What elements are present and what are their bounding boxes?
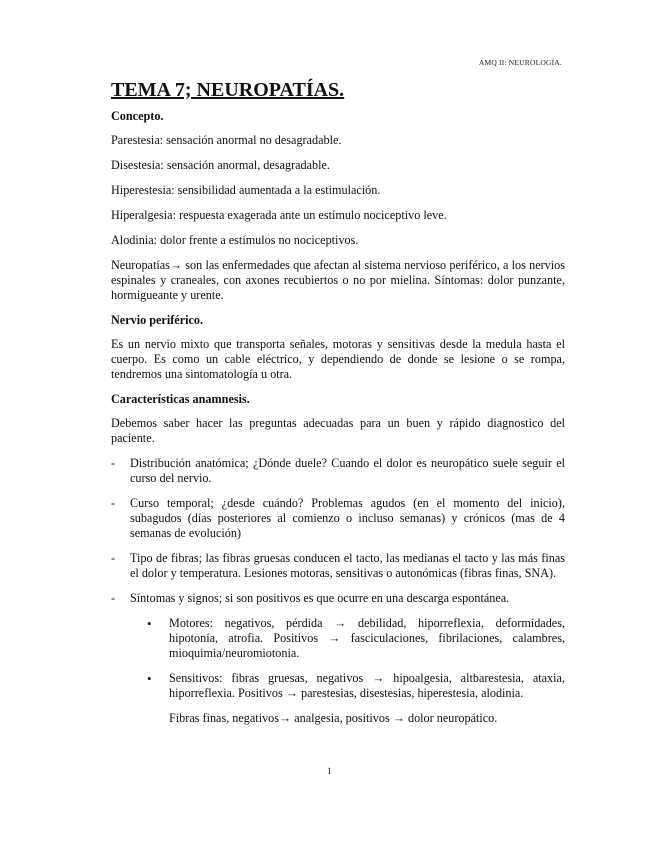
list-item: - Curso temporal; ¿desde cuándo? Problemas agudos (en el momento del inicio), subagudos (días posteriores al comienzo o incluso semanas) y crónicos (mas de 4 semanas de evolución) xyxy=(111,496,565,541)
list-item: - Tipo de fibras; las fibras gruesas conducen el tacto, las medianas el tacto y las más finas el dolor y temperatura. Lesiones motoras, sensitivas o autonómicas (fibras finas, SNA). xyxy=(111,551,565,581)
symptoms-bullet-list xyxy=(111,616,565,701)
bullet-item-motores: • Motores: negativos, pérdida → debilidad, hiporreflexia, deformidades, hipotonía, atrofia. Positivos → fasciculaciones, fibrilaciones, calambres, mioquimia/neuromiotonia. xyxy=(169,616,565,661)
page-number: 1 xyxy=(327,766,332,776)
anamnesis-intro: Debemos saber hacer las preguntas adecuadas para un buen y rápido diagnostico del paciente. xyxy=(111,416,565,445)
section-heading-anamnesis: Características anamnesis. xyxy=(111,392,250,406)
section-heading-nervio: Nervio periférico. xyxy=(111,313,204,327)
definition-hiperestesia: Hiperestesia: sensibilidad aumentada a la estimulación. xyxy=(111,183,381,197)
definition-hiperalgesia: Hiperalgesia: respuesta exagerada ante un estímulo nociceptivo leve. xyxy=(111,208,447,222)
nervio-paragraph: Es un nervio mixto que transporta señales, motoras y sensitivas desde la medula hasta el cuerpo. Es como un cable eléctrico, y dependiendo de donde se lesione o se rompa, tendremos una sintomatología u otra. xyxy=(111,337,565,381)
section-heading-concepto: Concepto. xyxy=(111,109,164,123)
page-content xyxy=(111,78,565,736)
definition-alodinia: Alodinia: dolor frente a estímulos no nociceptivos. xyxy=(111,233,359,247)
list-item: - Síntomas y signos; si son positivos es que ocurre en una descarga espontánea. xyxy=(111,591,565,606)
bullet-item-sensitivos: • Sensitivos: fibras gruesas, negativos → hipoalgesia, altbarestesia, ataxia, hiporreflexia. Positivos → parestesias, disestesias, hiperestesia, alodinia. xyxy=(169,671,565,701)
fibras-finas-note: Fibras finas, negativos→ analgesia, positivos → dolor neuropático. xyxy=(169,711,498,725)
page-title: TEMA 7; NEUROPATÍAS. xyxy=(111,79,345,101)
list-item: - Distribución anatómica; ¿Dónde duele? Cuando el dolor es neuropático suele seguir el curso del nervio. xyxy=(111,456,565,486)
definition-neuropatias: Neuropatías→ son las enfermedades que afectan al sistema nervioso periférico, a los nervios espinales y craneales, con axones recubiertos o no por mielina. Síntomas: dolor punzante, hormigueante y urente. xyxy=(111,258,565,302)
definition-disestesia: Disestesia: sensación anormal, desagradable. xyxy=(111,158,330,172)
running-header: AMQ II: NEUROLOGÍA. xyxy=(478,58,562,67)
definition-parestesia: Parestesia: sensación anormal no desagradable. xyxy=(111,133,342,147)
anamnesis-list xyxy=(111,456,565,606)
